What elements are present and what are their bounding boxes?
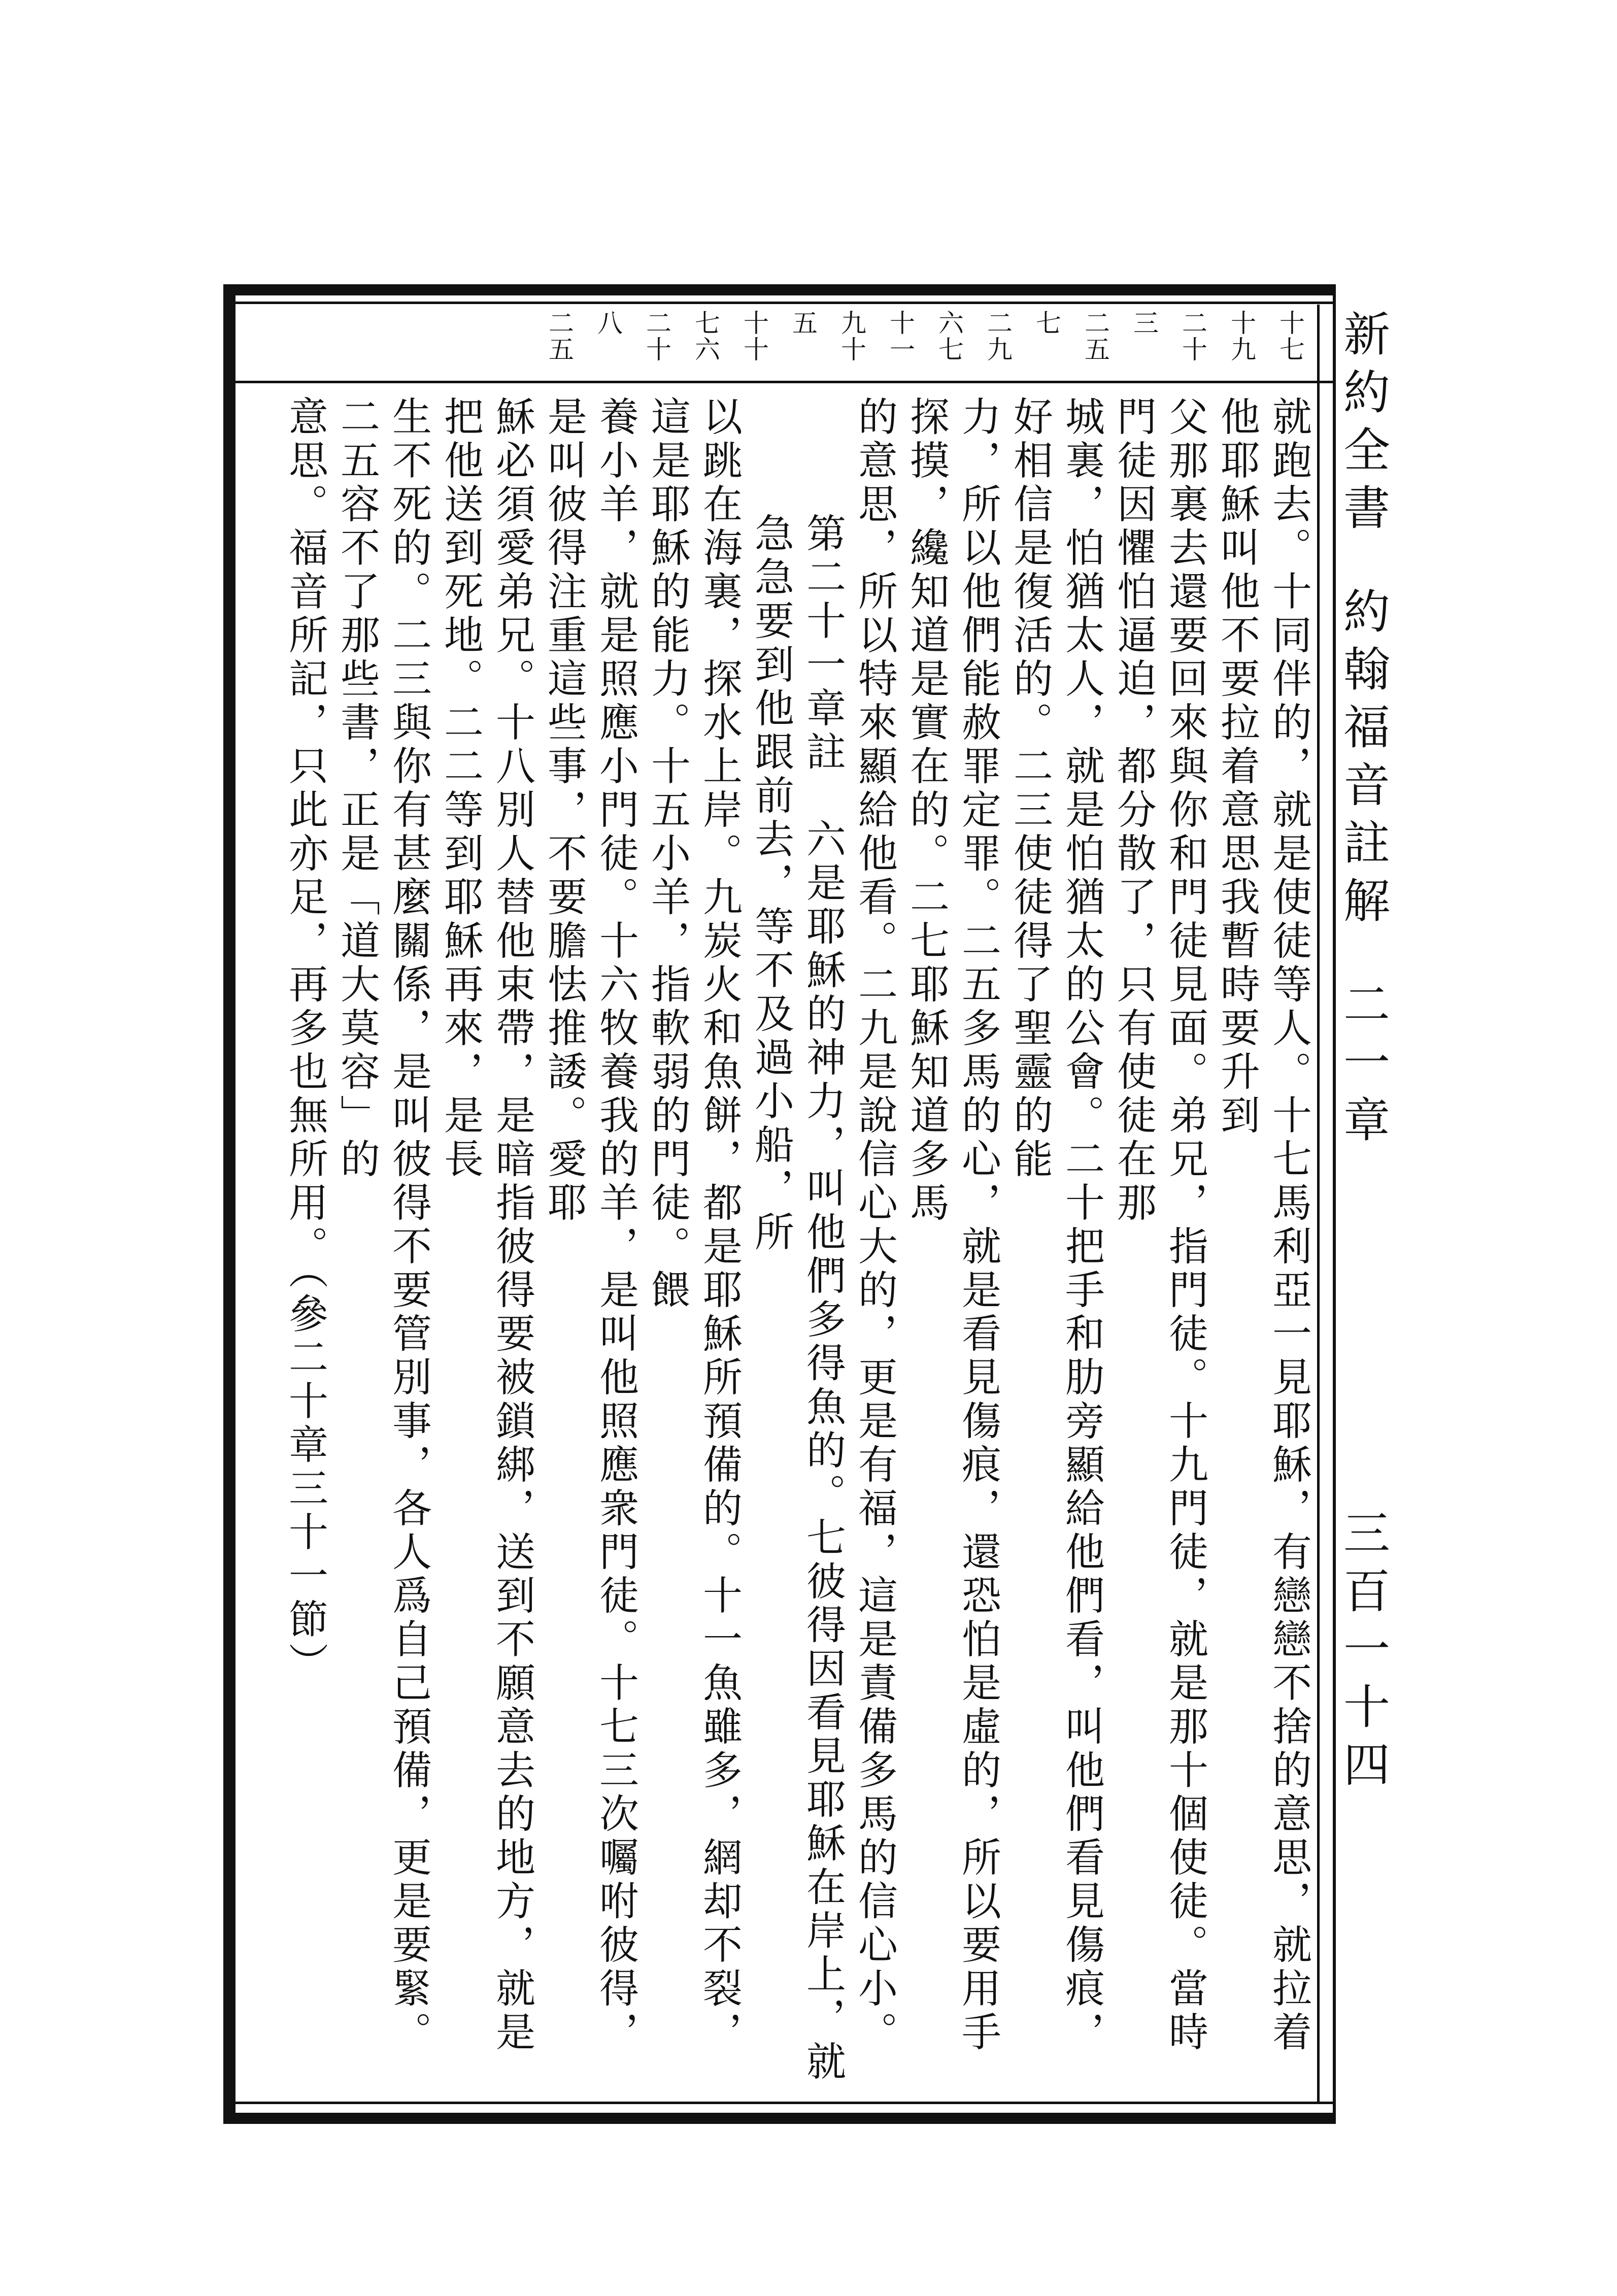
text-column: 養小羊，就是照應小門徒。十六牧養我的羊，是叫他照應衆門徒。十七三次囑咐彼得，是叫彼得注重這些事，不要膽怯推諉。愛耶 bbox=[541, 396, 638, 2055]
book-title: 新約全書 bbox=[1336, 310, 1390, 541]
verse-reference-row bbox=[545, 310, 1315, 376]
verse-ref: 二五七 bbox=[1032, 310, 1110, 362]
frame-bottom-inner-border bbox=[223, 2102, 1335, 2104]
section-title: 約翰福音註解 bbox=[1336, 587, 1390, 934]
commentary-text bbox=[282, 396, 1315, 2091]
running-head bbox=[1335, 310, 1391, 2086]
frame-top-border bbox=[223, 284, 1335, 295]
verse-ref: 十十七六 bbox=[691, 310, 769, 362]
page-number: 三百一十四 bbox=[1336, 1509, 1390, 1798]
text-column: 就跑去。十同伴的，就是使徒等人。十七馬利亞一見耶穌，有戀戀不捨的意思，就拉着他耶穌叫他不要拉着意思我暫時要升到 bbox=[1214, 396, 1311, 2055]
text-column: 意思。福音所記，只此亦足，再多也無所用。（參二十章三十一節） bbox=[282, 396, 328, 1686]
verse-ref: 二五 bbox=[545, 310, 574, 362]
verse-ref: 十七 bbox=[1275, 310, 1305, 362]
header-rule bbox=[235, 381, 1333, 383]
text-column: 的意思，所以特來顯給他看。二九是說信心大的，更是有福，這是責備多馬的信心小。 bbox=[852, 396, 897, 2055]
text-column: 力，所以他們能赦罪定罪。二五多馬的心，就是看見傷痕，還恐怕是虛的，所以要用手探摸，纔知道是實在的。二七耶穌知道多馬 bbox=[903, 396, 1001, 2055]
text-column: 城裏，怕猶太人，就是怕猶太的公會。二十把手和肋旁顯給他們看，叫他們看見傷痕，好相信是復活的。二三使徒得了聖靈的能 bbox=[1007, 396, 1104, 2055]
verse-ref: 二十三 bbox=[1129, 310, 1207, 362]
text-column: 父那裏去還要回來與你和門徒見面。弟兄，指門徒。十九門徒，就是那十個使徒。當時門徒因懼怕逼迫，都分散了，只有使徒在那 bbox=[1110, 396, 1208, 2055]
verse-ref: 二十八 bbox=[593, 310, 671, 362]
text-column: 生不死的。二三與你有甚麼關係，是叫彼得不要管別事，各人爲自己預備，更是要緊。二五容不了那些書，正是「道大莫容」的 bbox=[334, 396, 431, 2055]
frame-bottom-border bbox=[223, 2113, 1335, 2124]
margin-rule bbox=[1317, 305, 1320, 2102]
verse-ref: 二九 bbox=[983, 310, 1013, 362]
verse-ref: 十九 bbox=[1227, 310, 1256, 362]
chapter-heading-column: 第二十一章註 六是耶穌的神力，叫他們多得魚的。七彼得因看見耶穌在岸上，就急急要到他跟前去，等不及過小船，所 bbox=[748, 513, 846, 2084]
frame-top-inner-border bbox=[223, 302, 1335, 304]
chapter-label: 二一章 bbox=[1336, 980, 1390, 1153]
frame-left-border bbox=[223, 284, 235, 2124]
text-column: 以跳在海裏，探水上岸。九炭火和魚餅，都是耶穌所預備的。十一魚雖多，網却不裂，這是耶穌的能力。十五小羊，指軟弱的門徒。餵 bbox=[645, 396, 742, 2055]
verse-ref: 十一九十五 bbox=[788, 310, 915, 362]
verse-ref: 六七 bbox=[934, 310, 964, 362]
text-column: 穌必須愛弟兄。十八別人替他束帶，是暗指彼得要被鎖綁，送到不願意去的地方，就是把他送到死地。二二等到耶穌再來，是長 bbox=[437, 396, 535, 2055]
